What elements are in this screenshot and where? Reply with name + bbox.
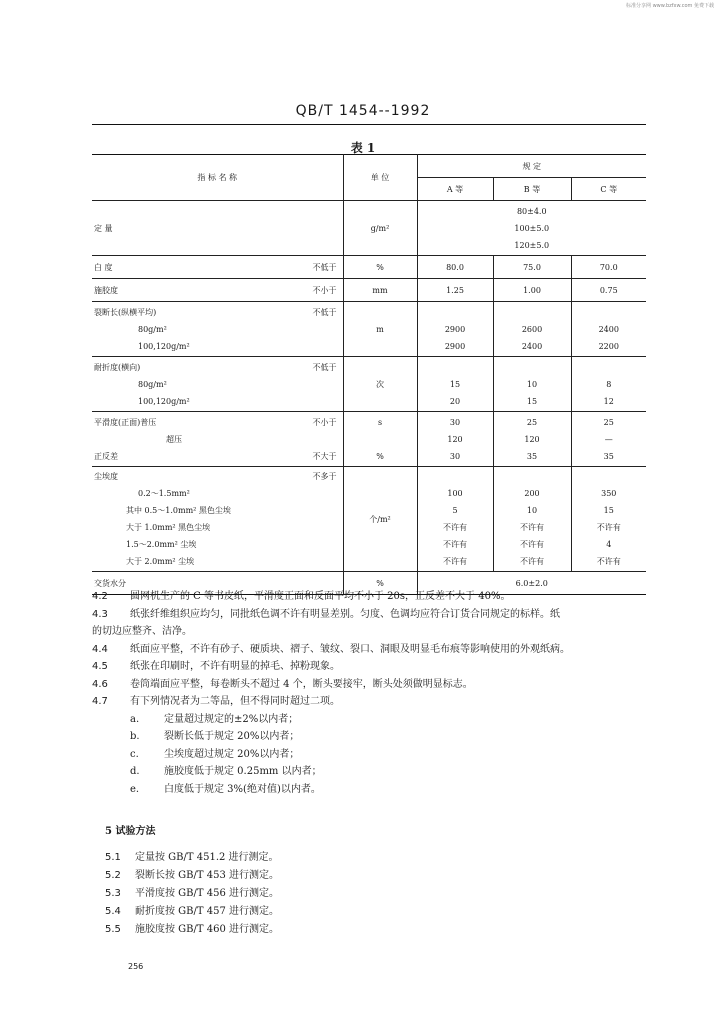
folding-limit: 不低于 xyxy=(312,362,337,372)
dirt-sub-1: 0.2～1.5mm² xyxy=(138,489,190,498)
dirt-a-3: 不许有 xyxy=(443,523,467,532)
clause-text: 耐折度按 GB/T 457 进行测定。 xyxy=(135,906,279,917)
table-row-smoothness xyxy=(92,412,646,467)
clause-4-3-continuation: 的切边应整齐、洁净。 xyxy=(92,626,192,637)
watermark: 标准分享网 www.bzfxw.com 免费下载 xyxy=(626,3,714,9)
dirt-c-2: 15 xyxy=(603,506,614,515)
clause-number: 5.3 xyxy=(105,888,121,899)
whiteness-limit: 不低于 xyxy=(312,262,337,272)
sizing-label: 施胶度 xyxy=(94,285,118,295)
list-item xyxy=(92,711,652,729)
table-title: 表 1 xyxy=(350,141,376,155)
breaking-length-b-1: 2600 xyxy=(521,324,543,334)
clause-number: 5.2 xyxy=(105,870,121,881)
unit-header: 单 位 xyxy=(343,155,417,201)
dirt-label: 尘埃度 xyxy=(94,472,118,481)
sizing-c: 0.75 xyxy=(571,279,646,302)
test-method-row xyxy=(105,885,645,903)
grade-b-header: B 等 xyxy=(493,178,571,201)
clause-number: 4.3 xyxy=(92,608,108,620)
item-text: 白度低于规定 3%(绝对值)以内者。 xyxy=(164,783,321,795)
dirt-limit: 不多于 xyxy=(312,472,337,481)
clause-number: 5.4 xyxy=(105,906,121,917)
dirt-b-4: 不许有 xyxy=(520,540,544,549)
spec-table xyxy=(92,154,646,595)
folding-label: 耐折度(横向) xyxy=(94,362,141,372)
item-text: 定量超过规定的±2%以内者； xyxy=(164,713,299,725)
grade-a-header: A 等 xyxy=(417,178,493,201)
clause-text: 纸面应平整，不许有砂子、硬质块、褶子、皱纹、裂口、洞眼及明显毛布痕等影响使用的外观纸病。 xyxy=(130,643,570,655)
clauses-block xyxy=(92,588,652,798)
smoothness-b-2: 120 xyxy=(524,434,540,444)
basis-weight-value-2: 100±5.0 xyxy=(514,223,550,233)
smoothness-b-1: 25 xyxy=(526,417,538,427)
list-item xyxy=(92,728,652,746)
dirt-a-2: 5 xyxy=(452,506,458,515)
two-sidedness-unit: % xyxy=(376,451,384,461)
dirt-b-1: 200 xyxy=(524,489,540,498)
smoothness-a-1: 30 xyxy=(449,417,461,427)
clause-text: 裂断长按 GB/T 453 进行测定。 xyxy=(135,870,279,881)
test-method-row xyxy=(105,921,645,939)
breaking-length-a-2: 2900 xyxy=(444,341,466,351)
item-text: 裂断长低于规定 20%以内者； xyxy=(164,731,300,742)
clause-number: 5.1 xyxy=(105,852,121,863)
folding-sub-2: 100,120g/m² xyxy=(138,396,190,406)
list-item xyxy=(92,763,652,781)
table-row-dirt xyxy=(92,467,646,572)
dirt-b-2: 10 xyxy=(526,506,538,515)
second-grade-conditions xyxy=(92,711,652,799)
basis-weight-value-1: 80±4.0 xyxy=(516,206,547,216)
two-sidedness-limit: 不大于 xyxy=(312,451,337,461)
sizing-b: 1.00 xyxy=(493,279,571,302)
clause-number: 4.6 xyxy=(92,678,108,690)
clause-4-7 xyxy=(92,693,652,711)
dirt-b-3: 不许有 xyxy=(520,523,544,532)
basis-weight-label: 定 量 xyxy=(94,223,113,233)
smoothness-c-1: 25 xyxy=(603,417,614,427)
breaking-length-limit: 不低于 xyxy=(312,307,337,317)
page-number: 256 xyxy=(128,962,144,971)
dirt-a-5: 不许有 xyxy=(443,557,467,566)
breaking-length-label: 裂断长(纵横平均) xyxy=(94,307,157,317)
folding-c-2: 12 xyxy=(603,396,614,406)
dirt-c-5: 不许有 xyxy=(596,557,621,566)
clause-4-3 xyxy=(92,606,652,624)
clause-text: 圆网机生产的 C 等书皮纸，平滑度正面和反面平均不小于 20s，正反差不大于 40%。 xyxy=(130,591,511,602)
folding-b-2: 15 xyxy=(526,396,538,406)
dirt-c-4: 4 xyxy=(606,540,612,549)
header-rule xyxy=(92,124,646,125)
folding-a-2: 20 xyxy=(449,396,461,406)
smoothness-supercalender-label: 超压 xyxy=(166,434,182,444)
breaking-length-a-1: 2900 xyxy=(444,324,466,334)
moisture-label: 交货水分 xyxy=(92,572,343,595)
smoothness-a-3: 30 xyxy=(449,451,461,461)
clause-4-2 xyxy=(92,588,652,606)
list-item xyxy=(92,781,652,799)
breaking-length-b-2: 2400 xyxy=(521,341,543,351)
basis-weight-unit: g/m² xyxy=(343,201,417,256)
whiteness-b: 75.0 xyxy=(493,256,571,279)
breaking-length-c-2: 2200 xyxy=(598,341,619,351)
sizing-unit: mm xyxy=(343,279,417,302)
breaking-length-unit: m xyxy=(343,302,417,357)
item-letter: b. xyxy=(130,731,140,742)
clause-text: 平滑度按 GB/T 456 进行测定。 xyxy=(135,888,279,899)
item-letter: c. xyxy=(130,748,139,760)
clause-number: 4.4 xyxy=(92,643,108,655)
dirt-c-1: 350 xyxy=(601,489,617,498)
sizing-a: 1.25 xyxy=(417,279,493,302)
moisture-value: 6.0±2.0 xyxy=(417,572,646,595)
smoothness-label: 平滑度(正面)普压 xyxy=(94,417,157,427)
dirt-unit: 个/m² xyxy=(343,467,417,572)
moisture-unit: % xyxy=(343,572,417,595)
smoothness-limit: 不小于 xyxy=(312,417,337,427)
breaking-length-sub-2: 100,120g/m² xyxy=(138,341,190,351)
clause-4-5 xyxy=(92,658,652,676)
dirt-b-5: 不许有 xyxy=(520,557,544,566)
folding-c-1: 8 xyxy=(606,379,612,389)
whiteness-a: 80.0 xyxy=(417,256,493,279)
sizing-limit: 不小于 xyxy=(312,285,337,295)
dirt-a-1: 100 xyxy=(447,489,463,498)
clause-4-6 xyxy=(92,676,652,694)
section-5-heading: 5 试验方法 xyxy=(105,826,156,837)
folding-a-1: 15 xyxy=(449,379,461,389)
indicator-header: 指 标 名 称 xyxy=(92,155,343,201)
clause-number: 4.7 xyxy=(92,696,108,707)
smoothness-b-3: 35 xyxy=(526,451,538,461)
item-letter: a. xyxy=(130,713,140,725)
test-method-row xyxy=(105,849,645,867)
table-row-folding xyxy=(92,357,646,412)
table-header-row-1 xyxy=(92,155,646,178)
smoothness-a-2: 120 xyxy=(447,434,463,444)
smoothness-c-3: 35 xyxy=(603,451,614,461)
table-row-basis-weight xyxy=(92,201,646,256)
dirt-sub-2: 其中 0.5～1.0mm² 黑色尘埃 xyxy=(126,506,231,515)
table-row-whiteness xyxy=(92,256,646,279)
whiteness-label: 白 度 xyxy=(94,262,113,272)
whiteness-c: 70.0 xyxy=(571,256,646,279)
standard-code: QB/T 1454--1992 xyxy=(295,103,431,119)
breaking-length-sub-1: 80g/m² xyxy=(138,324,167,334)
item-text: 尘埃度超过规定 20%以内者； xyxy=(164,748,300,760)
clause-number: 4.2 xyxy=(92,591,108,602)
list-item xyxy=(92,746,652,764)
item-text: 施胶度低于规定 0.25mm 以内者； xyxy=(164,766,322,777)
test-method-row xyxy=(105,903,645,921)
smoothness-unit: s xyxy=(377,417,383,427)
section-5 xyxy=(105,823,645,939)
breaking-length-c-1: 2400 xyxy=(598,324,619,334)
test-method-row xyxy=(105,867,645,885)
folding-sub-1: 80g/m² xyxy=(138,379,167,389)
dirt-a-4: 不许有 xyxy=(443,540,467,549)
clause-number: 4.5 xyxy=(92,661,108,672)
table-row-sizing xyxy=(92,279,646,302)
clause-4-4 xyxy=(92,641,652,659)
clause-text: 有下列情况者为二等品，但不得同时超过二项。 xyxy=(130,696,340,707)
spec-header: 规 定 xyxy=(417,155,646,178)
clause-number: 5.5 xyxy=(105,924,121,935)
smoothness-c-2: — xyxy=(604,434,613,444)
clause-text: 卷筒端面应平整，每卷断头不超过 4 个，断头要接牢，断头处须做明显标志。 xyxy=(130,678,473,690)
clause-text: 纸张在印刷时，不许有明显的掉毛、掉粉现象。 xyxy=(130,661,340,672)
dirt-c-3: 不许有 xyxy=(596,523,621,532)
clause-text: 定量按 GB/T 451.2 进行测定。 xyxy=(135,852,279,863)
clause-text: 施胶度按 GB/T 460 进行测定。 xyxy=(135,924,279,935)
dirt-sub-4: 1.5～2.0mm² 尘埃 xyxy=(126,540,197,549)
whiteness-unit: % xyxy=(343,256,417,279)
dirt-sub-3: 大于 1.0mm² 黑色尘埃 xyxy=(126,523,211,532)
dirt-sub-5: 大于 2.0mm² 尘埃 xyxy=(126,557,195,566)
folding-unit: 次 xyxy=(343,357,417,412)
table-row-breaking-length xyxy=(92,302,646,357)
two-sidedness-label: 正反差 xyxy=(94,451,118,461)
item-letter: d. xyxy=(130,766,140,777)
basis-weight-value-3: 120±5.0 xyxy=(514,240,550,250)
folding-b-1: 10 xyxy=(526,379,538,389)
grade-c-header: C 等 xyxy=(571,178,646,201)
item-letter: e. xyxy=(130,783,140,795)
clause-text: 纸张纤维组织应均匀，同批纸色调不许有明显差别。匀度、色调均应符合订货合同规定的标样。纸 xyxy=(130,608,560,620)
